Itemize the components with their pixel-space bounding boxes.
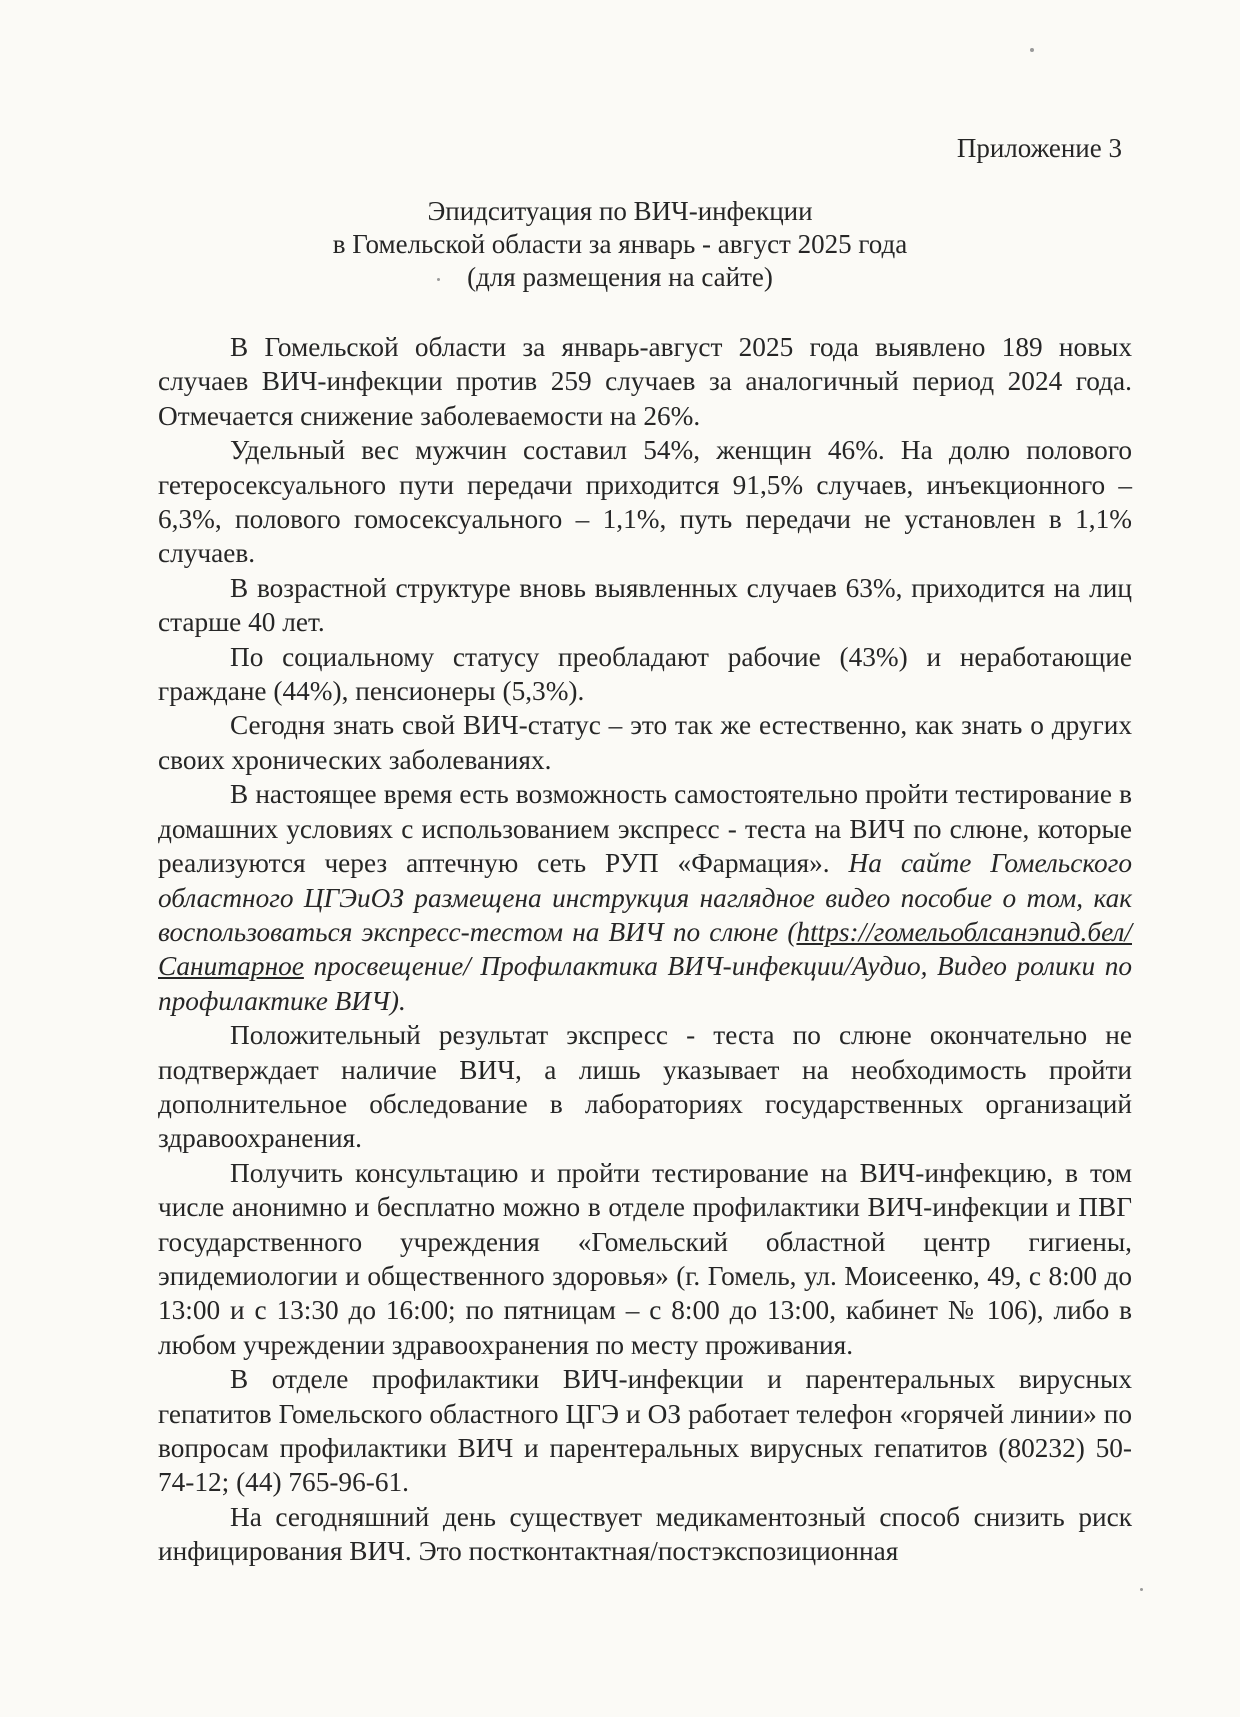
appendix-label: Приложение 3 bbox=[956, 133, 1122, 163]
title-line-3: (для размещения на сайте) bbox=[467, 262, 773, 292]
paragraph-transmission: Удельный вес мужчин составил 54%, женщин 46%. На долю полового гетеросексуального пути передачи приходится 91,5% случаев, инъекционного – 6,3%, полового гомосексуального – 1,1%, путь передачи не установлен в 1,1% случаев. bbox=[158, 435, 1132, 569]
paragraph-know-status: Сегодня знать свой ВИЧ-статус – это так же естественно, как знать о других своих хронических заболеваниях. bbox=[158, 710, 1132, 775]
document-body bbox=[158, 330, 1132, 1569]
paragraph-statistics: В Гомельской области за январь-август 2025 года выявлено 189 новых случаев ВИЧ-инфекции против 259 случаев за аналогичный период 2024 года. Отмечается снижение заболеваемости на 26%. bbox=[158, 332, 1132, 431]
paragraph-express-test bbox=[158, 777, 1132, 1018]
scan-speck bbox=[1140, 1588, 1143, 1591]
title-line-1: Эпидситуация по ВИЧ-инфекции bbox=[427, 196, 813, 226]
website-link[interactable]: https://гомельоблсанэпид.бел/ Санитарное bbox=[158, 916, 1132, 982]
paragraph-prophylaxis: На сегодняшний день существует медикаментозный способ снизить риск инфицирования ВИЧ. Это постконтактная/постэкспозиционная bbox=[158, 1501, 1132, 1567]
scan-speck bbox=[437, 278, 440, 281]
express-test-text: В настоящее время есть возможность самостоятельно пройти тестирование в домашних условиях с использованием экспресс - теста на ВИЧ по слюне, которые реализуются через аптечную сеть РУП «Фармация». bbox=[158, 779, 1132, 879]
document-title bbox=[150, 195, 1090, 294]
paragraph-hotline: В отделе профилактики ВИЧ-инфекции и парентеральных вирусных гепатитов Гомельского областного ЦГЭ и ОЗ работает телефон «горячей линии» по вопросам профилактики ВИЧ и парентеральных вирусных гепатитов (80232) 50-74-12; (44) 765-96-61. bbox=[158, 1364, 1132, 1498]
instruction-text: На сайте Гомельского областного ЦГЭиОЗ размещена инструкция наглядное видео пособие о том, как воспользоваться экспресс-тестом на ВИЧ по слюне ( bbox=[158, 848, 1132, 947]
paragraph-social-status: По социальному статусу преобладают рабочие (43%) и неработающие граждане (44%), пенсионеры (5,3%). bbox=[158, 641, 1132, 707]
paragraph-age-structure: В возрастной структуре вновь выявленных случаев 63%, приходится на лиц старше 40 лет. bbox=[158, 572, 1132, 638]
title-line-2: в Гомельской области за январь - август 2025 года bbox=[332, 229, 908, 259]
scan-speck bbox=[1030, 48, 1034, 52]
paragraph-positive-result: Положительный результат экспресс - теста по слюне окончательно не подтверждает наличие ВИЧ, а лишь указывает на необходимость пройти дополнительное обследование в лабораториях государственных организаций здравоохранения. bbox=[158, 1020, 1132, 1154]
website-path-text: просвещение/ Профилактика ВИЧ-инфекции/Аудио, Видео ролики по профилактике ВИЧ). bbox=[158, 951, 1132, 1016]
paragraph-consultation: Получить консультацию и пройти тестирование на ВИЧ-инфекцию, в том числе анонимно и бесплатно можно в отделе профилактики ВИЧ-инфекции и ПВГ государственного учреждения «Гомельский областной центр гигиены, эпидемиологии и общественного здоровья» (г. Гомель, ул. Моисеенко, 49, с 8:00 до 13:00 и с 13:30 до 16:00; по пятницам – с 8:00 до 13:00, кабинет № 106), либо в любом учреждении здравоохранения по месту проживания. bbox=[158, 1157, 1132, 1360]
